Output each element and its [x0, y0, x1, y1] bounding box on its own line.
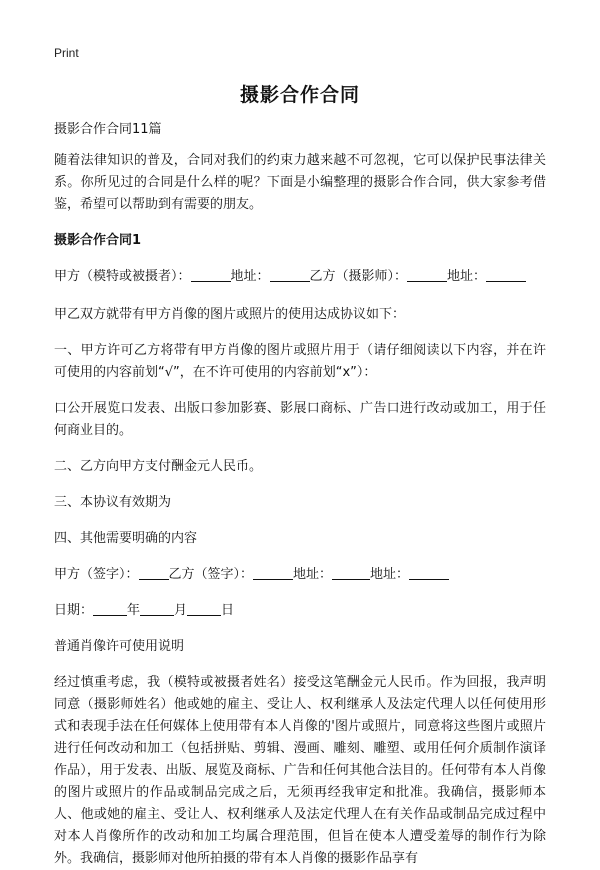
signature-line — [54, 564, 546, 586]
signature-address-label-2: 地址： — [370, 567, 410, 582]
date-year-label: 年 — [127, 603, 141, 618]
address-label-1: 地址： — [230, 269, 270, 284]
address-blank-2 — [486, 267, 526, 282]
clause-3: 三、本协议有效期为 — [54, 495, 172, 510]
signature-party-a-blank — [139, 565, 169, 580]
clause-4: 四、其他需要明确的内容 — [54, 531, 198, 546]
intro-paragraph: 随着法律知识的普及，合同对我们的约束力越来越不可忽视，它可以保护民事法律关系。你所见过的合同是什么样的呢？下面是小编整理的摄影合作合同，供大家参考借鉴，希望可以帮助到有需要的朋友。 — [54, 153, 546, 212]
signature-address-blank-2 — [409, 565, 449, 580]
portrait-note-body: 经过慎重考虑，我（模特或被摄者姓名）接受这笔酬金元人民币。作为回报，我声明同意（摄影师姓名）他或她的雇主、受让人、权利继承人及法定代理人以任何使用形式和表现手法在任何媒体上使用带有本人肖像的'图片或照片，同意将这些图片或照片进行任何改动和加工（包括拼贴、剪辑、漫画、雕刻、雕塑、或用任何介质制作演译作品），用于发表、出版、展览及商标、广告和任何其他合法目的。任何带有本人肖像的图片或照片的作品或制品完成之后，无须再经我审定和批准。我确信，摄影师本人、他或她的雇主、受让人、权利继承人及法定代理人在有关作品或制品完成过程中对本人肖像所作的改动和加工均属合理范围，但旨在使本人遭受羞辱的制作行为除外。我确信，摄影师对他所拍摄的带有本人肖像的摄影作品享有 — [54, 675, 546, 866]
party-b-blank — [407, 267, 447, 282]
document-body — [54, 119, 546, 870]
address-blank-1 — [270, 267, 310, 282]
parties-line — [54, 266, 546, 288]
signature-party-b-label: 乙方（签字）： — [168, 567, 254, 582]
document-title: 摄影合作合同 — [239, 84, 360, 106]
clause-2: 二、乙方向甲方支付酬金元人民币。 — [54, 459, 263, 474]
party-b-label: 乙方（摄影师）： — [309, 269, 408, 284]
date-day-blank — [187, 601, 221, 616]
date-month-blank — [140, 601, 174, 616]
document-subtitle: 摄影合作合同11篇 — [54, 122, 162, 137]
party-a-blank — [191, 267, 231, 282]
signature-party-b-blank — [253, 565, 293, 580]
date-label: 日期： — [54, 603, 94, 618]
agreement-intro: 甲乙双方就带有甲方肖像的图片或照片的使用达成协议如下： — [54, 307, 406, 322]
clause-1: 一、甲方许可乙方将带有甲方肖像的图片或照片用于（请仔细阅读以下内容，并在许可使用的内容前划“√”，在不许可使用的内容前划“x”）： — [54, 343, 546, 380]
signature-party-a-label: 甲方（签字）： — [54, 567, 139, 582]
print-link[interactable]: Print — [54, 46, 79, 60]
date-month-label: 月 — [174, 603, 188, 618]
portrait-note-title: 普通肖像许可使用说明 — [54, 639, 185, 654]
date-line — [54, 600, 546, 622]
signature-address-blank-1 — [332, 565, 370, 580]
address-label-2: 地址： — [447, 269, 487, 284]
signature-address-label-1: 地址： — [293, 567, 333, 582]
date-day-label: 日 — [221, 603, 235, 618]
date-year-blank — [93, 601, 127, 616]
usage-options: 口公开展览口发表、出版口参加影赛、影展口商标、广告口进行改动或加工，用于任何商业目的。 — [54, 401, 546, 438]
party-a-label: 甲方（模特或被摄者）： — [54, 269, 191, 284]
section-heading: 摄影合作合同1 — [54, 233, 142, 248]
